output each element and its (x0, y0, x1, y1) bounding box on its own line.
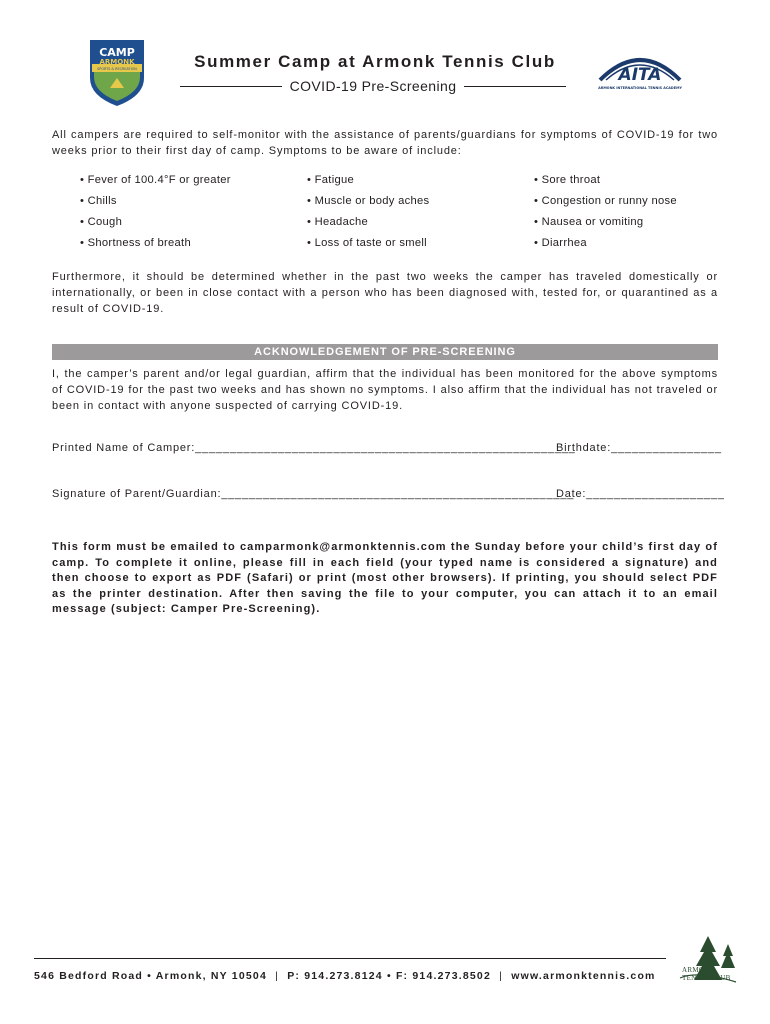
club-logo-text (682, 966, 731, 982)
birthdate-field[interactable]: Birthdate:________________ (556, 442, 722, 454)
symptom-item: • Fever of 100.4°F or greater (80, 174, 231, 186)
email-instructions: This form must be emailed to camparmonk@armonktennis.com the Sunday before your child’s first day of camp. To complete it online, please fill in each field (your typed name is considered a signature) and then choose to export as PDF (Safari) or print (most other browsers). If printing, you should select PDF as the printer destination. After then saving the file to your computer, you can attach it to an email message (subject: Camper Pre-Screening). (52, 541, 718, 615)
subtitle-row (180, 78, 566, 94)
logo-camp-text: CAMP (99, 46, 135, 59)
aita-tagline: ARMONK INTERNATIONAL TENNIS ACADEMY (598, 86, 682, 90)
footer-address: 546 Bedford Road • Armonk, NY 10504 (34, 970, 267, 982)
logo-armonk-text: ARMONK (99, 58, 135, 66)
symptom-item: • Chills (80, 195, 117, 207)
symptom-item: • Muscle or body aches (307, 195, 430, 207)
symptom-item: • Headache (307, 216, 369, 228)
travel-paragraph: Furthermore, it should be determined whether in the past two weeks the camper has traveled domestically or internationally, or been in close contact with a person who has been diagnosed with, tested for, or quarantined as a result of COVID-19. (52, 271, 718, 315)
subtitle-rule-right (464, 86, 566, 87)
footer-contact (34, 970, 656, 982)
club-logo-line1: ARMONK (682, 966, 715, 974)
club-logo-line2: TENNIS CLUB (682, 974, 731, 982)
parent-signature-field[interactable]: Signature of Parent/Guardian:___________________________________________________ (52, 488, 575, 500)
symptom-item: • Cough (80, 216, 123, 228)
date-field[interactable]: Date:____________________ (556, 488, 725, 500)
footer-separator: | (499, 970, 504, 982)
camp-armonk-logo (86, 36, 148, 108)
symptom-item: • Fatigue (307, 174, 355, 186)
symptom-item: • Sore throat (534, 174, 601, 186)
page-subtitle: COVID-19 Pre-Screening (289, 78, 457, 94)
symptom-item: • Loss of taste or smell (307, 237, 427, 249)
acknowledgement-text: I, the camper’s parent and/or legal guardian, affirm that the individual has been monitored for the above symptoms of COVID-19 for the past two weeks and has shown no symptoms. I also affirm that the individual has not traveled or been in contact with anyone suspected of carrying COVID-19. (52, 368, 718, 412)
symptom-item: • Congestion or runny nose (534, 195, 677, 207)
symptom-item: • Nausea or vomiting (534, 216, 644, 228)
symptom-item: • Diarrhea (534, 237, 587, 249)
acknowledgement-heading: ACKNOWLEDGEMENT OF PRE-SCREENING (52, 344, 718, 360)
footer-phones: P: 914.273.8124 • F: 914.273.8502 (287, 970, 492, 982)
aita-text: AITA (618, 65, 662, 85)
footer-divider (34, 958, 666, 959)
logo-sports-text: SPORTS & RECREATION (97, 67, 137, 71)
footer-website-link[interactable]: www.armonktennis.com (511, 970, 656, 982)
camper-name-field[interactable]: Printed Name of Camper:_______________________________________________________ (52, 442, 576, 454)
aita-logo (592, 46, 688, 94)
intro-paragraph: All campers are required to self-monitor with the assistance of parents/guardians for symptoms of COVID-19 for two weeks prior to their first day of camp. Symptoms to be aware of include: (52, 129, 718, 157)
footer-separator: | (275, 970, 280, 982)
page-title: Summer Camp at Armonk Tennis Club (194, 52, 556, 71)
subtitle-rule-left (180, 86, 282, 87)
symptom-item: • Shortness of breath (80, 237, 191, 249)
